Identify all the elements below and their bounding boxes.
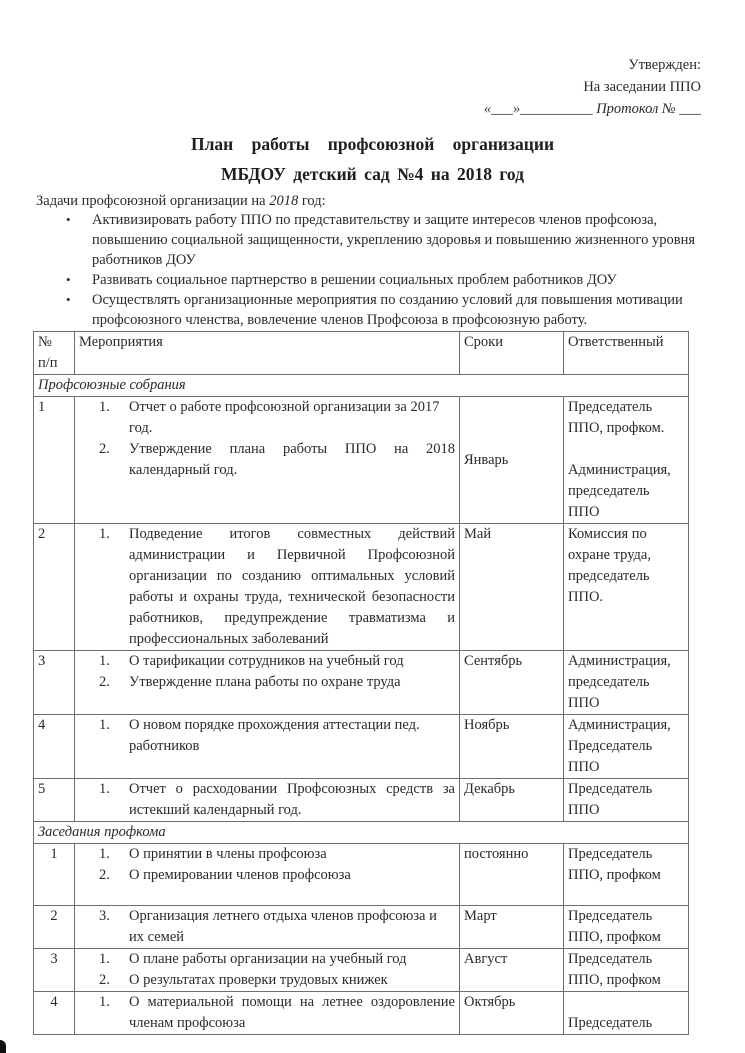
task-item: • Активизировать работу ППО по представительству и защите интересов членов профсоюза, повышению социальной защищенности, укреплению здоровья и повышению жизненного уровня работников ДОУ [60, 210, 700, 270]
section-row [34, 822, 689, 844]
row-events [75, 949, 460, 992]
event-item-number: 1. [99, 653, 110, 669]
event-item-number: 1. [99, 781, 110, 797]
row-responsible: Председатель ППО, профком [564, 844, 689, 906]
approval-protocol-number: Протокол № ___ [596, 101, 701, 117]
document-title-line-2: МБДОУ детский сад №4 на 2018 год [221, 164, 524, 184]
table-row [34, 949, 689, 992]
task-item: • Осуществлять организационные мероприятия по созданию условий для повышения мотивации профсоюзного членства, вовлечение членов Профсоюза в профсоюзную работу. [60, 290, 700, 330]
header-terms: Сроки [460, 332, 564, 375]
row-num: 2 [34, 524, 75, 651]
responsible-text: Председатель [568, 1015, 653, 1031]
table-row [34, 397, 689, 524]
section-title: Заседания профкома [34, 822, 689, 844]
responsible-text: Администрация, председатель ППО [568, 462, 671, 520]
table-row [34, 779, 689, 822]
event-item-number: 3. [99, 908, 110, 924]
row-term: Ноябрь [460, 715, 564, 779]
work-plan-table [33, 331, 689, 1035]
event-item [79, 949, 455, 970]
row-responsible [564, 397, 689, 524]
event-item-number: 1. [99, 951, 110, 967]
event-item-text: О принятии в члены профсоюза [129, 846, 327, 862]
table-row [34, 844, 689, 906]
approval-stamp [484, 54, 701, 120]
row-events [75, 524, 460, 651]
row-num: 3 [34, 949, 75, 992]
tasks-heading-suffix: год: [298, 193, 326, 209]
event-item [79, 397, 455, 439]
row-responsible: Председатель ППО [564, 779, 689, 822]
row-responsible: Председатель ППО, профком [564, 906, 689, 949]
tasks-heading-year: 2018 [269, 193, 299, 209]
row-events [75, 992, 460, 1035]
event-item [79, 992, 455, 1034]
event-item [79, 970, 455, 991]
row-events [75, 715, 460, 779]
row-term: Декабрь [460, 779, 564, 822]
table-row [34, 992, 689, 1035]
document-title-line-1: План работы профсоюзной организации [190, 134, 555, 154]
event-item-text: Организация летнего отдыха членов профсоюза и их семей [129, 908, 437, 945]
event-item-number: 2. [99, 674, 110, 690]
event-item-text: О тарификации сотрудников на учебный год [129, 653, 404, 669]
event-item [79, 906, 455, 948]
event-item-number: 1. [99, 399, 110, 415]
table-row [34, 651, 689, 715]
row-num: 1 [34, 844, 75, 906]
row-term: Сентябрь [460, 651, 564, 715]
row-num: 3 [34, 651, 75, 715]
tasks-heading-prefix: Задачи профсоюзной организации на [36, 193, 270, 209]
row-term: Октябрь [460, 992, 564, 1035]
event-item [79, 524, 455, 650]
event-item-text: Отчет о расходовании Профсоюзных средств за истекший календарный год. [129, 781, 455, 818]
event-item-text: Утверждение плана работы по охране труда [129, 674, 401, 690]
row-events [75, 844, 460, 906]
row-events [75, 906, 460, 949]
row-responsible: Администрация, Председатель ППО [564, 715, 689, 779]
row-responsible [564, 992, 689, 1035]
row-term: Май [460, 524, 564, 651]
approval-line-meeting: На заседании ППО [583, 79, 701, 95]
event-item [79, 779, 455, 821]
section-title: Профсоюзные собрания [34, 375, 689, 397]
table-row [34, 524, 689, 651]
event-item [79, 715, 455, 757]
header-events: Мероприятия [75, 332, 460, 375]
approval-line-approved: Утвержден: [628, 57, 701, 73]
table-header-row [34, 332, 689, 375]
table-row [34, 906, 689, 949]
approval-date-blank: «___»__________ [483, 101, 593, 117]
row-events [75, 651, 460, 715]
approval-protocol-line [484, 98, 701, 120]
scan-edge-mark [0, 1040, 6, 1053]
event-item-number: 1. [99, 994, 110, 1010]
row-events [75, 397, 460, 524]
tasks-heading [36, 193, 326, 210]
event-item-number: 2. [99, 972, 110, 988]
event-item-text: О материальной помощи на летнее оздоровление членам профсоюза [129, 994, 455, 1031]
event-item-text: Подведение итогов совместных действий администрации и Первичной Профсоюзной организации по созданию оптимальных условий работы и охраны труда, технической безопасности работников, предупреждение травматизма и профессиональных заболеваний [129, 526, 455, 647]
section-row [34, 375, 689, 397]
row-num: 4 [34, 992, 75, 1035]
header-responsible: Ответственный [564, 332, 689, 375]
term-text: Январь [464, 451, 509, 468]
row-term: Март [460, 906, 564, 949]
event-item-number: 2. [99, 441, 110, 457]
row-responsible: Комиссия по охране труда, председатель ППО. [564, 524, 689, 651]
row-num: 4 [34, 715, 75, 779]
row-term: Август [460, 949, 564, 992]
table-row [34, 715, 689, 779]
tasks-list [60, 210, 700, 330]
event-item [79, 844, 455, 865]
event-item-text: О плане работы организации на учебный год [129, 951, 407, 967]
event-item [79, 439, 455, 481]
event-item-text: Утверждение плана работы ППО на 2018 календарный год. [129, 441, 455, 478]
event-item-text: О результатах проверки трудовых книжек [129, 972, 388, 988]
row-term [460, 397, 564, 524]
row-responsible: Председатель ППО, профком [564, 949, 689, 992]
event-item-text: О премировании членов профсоюза [129, 867, 351, 883]
event-item-number: 1. [99, 526, 110, 542]
row-events [75, 779, 460, 822]
header-num: № п/п [34, 332, 75, 375]
row-num: 5 [34, 779, 75, 822]
row-num: 2 [34, 906, 75, 949]
event-item-number: 2. [99, 867, 110, 883]
task-item: • Развивать социальное партнерство в решении социальных проблем работников ДОУ [60, 270, 700, 290]
event-item-number: 1. [99, 717, 110, 733]
row-term: постоянно [460, 844, 564, 906]
row-num: 1 [34, 397, 75, 524]
event-item-number: 1. [99, 846, 110, 862]
event-item-text: О новом порядке прохождения аттестации пед. работников [129, 717, 420, 754]
event-item [79, 651, 455, 672]
event-item-text: Отчет о работе профсоюзной организации за 2017 год. [129, 399, 440, 436]
event-item [79, 865, 455, 886]
event-item [79, 672, 455, 693]
row-responsible: Администрация, председатель ППО [564, 651, 689, 715]
responsible-text: Председатель ППО, профком. [568, 399, 665, 436]
